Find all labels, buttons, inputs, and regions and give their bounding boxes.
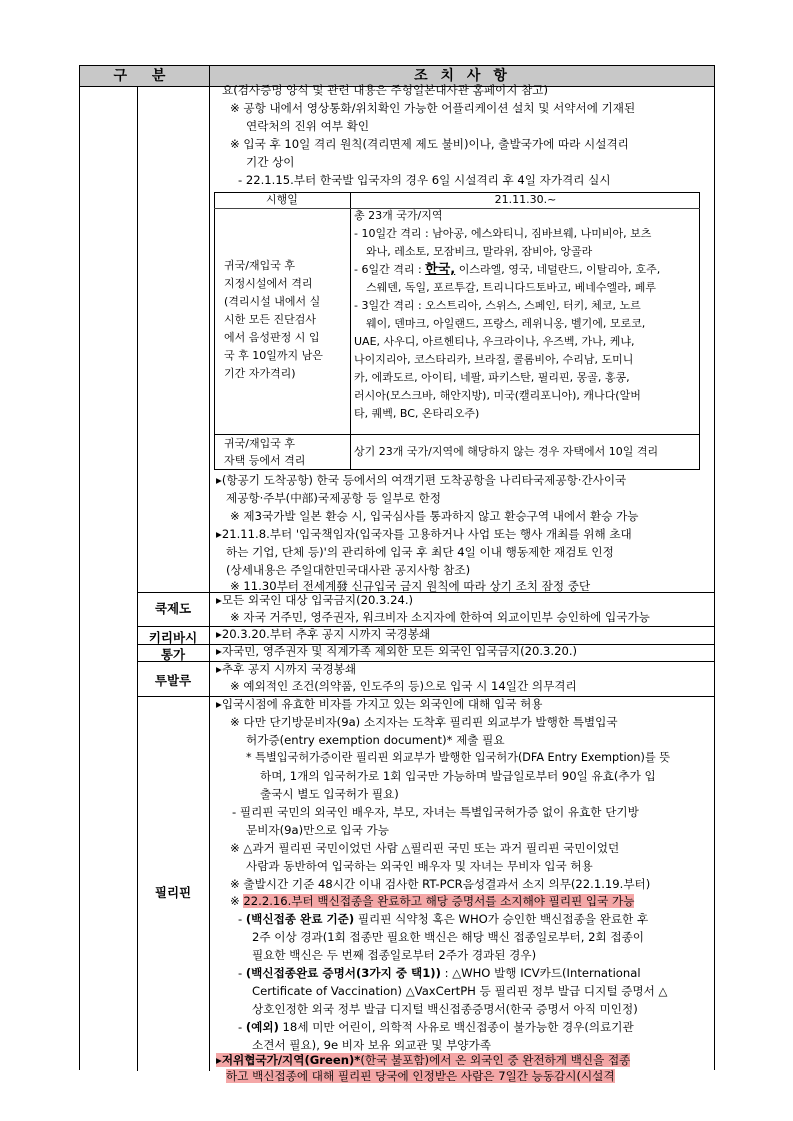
right-line: 카, 에콰도르, 아이티, 네팔, 파키스탄, 필리핀, 몽골, 홍콩, <box>354 371 630 384</box>
text-part: ※ <box>230 894 244 908</box>
right-line: 와나, 레소토, 모잠비크, 말라위, 잠비아, 앙골라 <box>366 245 593 258</box>
text-line: ▸추후 공지 시까지 국경봉쇄 <box>216 662 357 676</box>
inner-header-value: 21.11.30.~ <box>494 193 557 206</box>
text-line: 하며, 1개의 입국허가로 1회 입국만 가능하며 발급일로부터 90일 유효(추가 입 <box>260 769 656 783</box>
text-part: - <box>238 912 246 926</box>
left-label-line: 에서 음성판정 시 입 <box>224 331 320 344</box>
text-line <box>238 911 648 927</box>
right-line-part: - 6일간 격리 : <box>354 263 426 276</box>
left-label-line: 귀국/재입국 후 <box>224 437 295 450</box>
text-line: 필요한 백신은 두 번째 접종일로부터 2주가 경과된 경우) <box>252 948 537 962</box>
text-line: - 필리핀 국민의 외국인 배우자, 부모, 자녀는 특별입국허가증 없이 유효한 단기방 <box>232 805 639 819</box>
text-line: - 22.1.15.부터 한국발 입국자의 경우 6일 시설격리 후 4일 자가격리 실시 <box>238 173 611 187</box>
text-part: - <box>238 966 246 980</box>
text-line: 허가증(entry exemption document)* 제출 필요 <box>246 733 505 747</box>
text-line <box>216 1052 630 1068</box>
text-part: 필리핀 식약청 혹은 WHO가 승인한 백신접종을 완료한 후 <box>354 912 649 926</box>
left-label-line: (격리시설 내에서 실 <box>224 295 321 308</box>
text-line: 소견서 필요), 9e 비자 보유 외교관 및 부양가족 <box>252 1038 491 1052</box>
text-part: 18세 미만 어린이, 의학적 사유로 백신접종이 불가능한 경우(의료기관 <box>278 1020 634 1034</box>
right-line: 상기 23개 국가/지역에 해당하지 않는 경우 자택에서 10일 격리 <box>354 445 659 458</box>
header-category: 구 분 <box>113 68 176 84</box>
text-line: 2주 이상 경과(1회 접종만 필요한 백신은 해당 백신 접종일로부터, 2회 접종이 <box>252 930 644 944</box>
text-part: : △WHO 발행 ICV카드(International <box>440 966 641 980</box>
right-line: 러시아(모스크바, 해안지방), 미국(캘리포니아), 캐나다(알버 <box>354 389 641 402</box>
bold-text: (예외) <box>245 1020 279 1034</box>
highlighted-text: (한국 불포함)에서 온 외국인 중 완전하게 백신을 접종 <box>360 1053 631 1067</box>
text-line: ▸입국시점에 유효한 비자를 가지고 있는 외국인에 대해 입국 허용 <box>216 697 543 711</box>
right-line: 웨이, 덴마크, 아일랜드, 프랑스, 레위니옹, 벨기에, 모로코, <box>366 317 646 330</box>
text-part: - <box>238 1020 246 1034</box>
text-line: 요(검사증명 양식 및 관련 내용은 주헝일본대사관 홈페이지 참고) <box>222 83 549 97</box>
inner-row-divider <box>214 434 700 435</box>
header-measures: 조 치 사 항 <box>209 66 715 86</box>
text-line: ▸20.3.20.부터 추후 공지 시까지 국경봉쇄 <box>216 627 431 641</box>
left-label-line: 시한 모든 진단검사 <box>224 313 317 326</box>
text-line: ▸21.11.8.부터 '입국책임자(입국자를 고용하거나 사업 또는 행사 개최를 위해 초대 <box>216 527 632 541</box>
text-line: Certificate of Vaccination) △VaxCertPH 등 필리핀 정부 발급 디지털 증명서 △ <box>252 984 668 998</box>
text-line: * 특별입국허가증이란 필리핀 외교부가 발행한 입국허가(DFA Entry Exemption)를 뜻 <box>246 751 671 764</box>
text-line <box>238 965 641 981</box>
left-label-line: 귀국/재입국 후 <box>224 259 295 272</box>
text-line: 문비자(9a)만으로 입국 가능 <box>246 823 389 837</box>
country-philippines: 필리핀 <box>154 885 192 900</box>
inner-col-divider <box>350 192 351 470</box>
text-line: ※ 공항 내에서 영상통화/위치확인 가능한 어플리케이션 설치 및 서약서에 기재된 <box>230 101 636 115</box>
right-line: - 3일간 격리 : 오스트리아, 스위스, 스페인, 터키, 체코, 노르 <box>354 299 641 312</box>
text-line: ※ △과거 필리핀 국민이었던 사람 △필리핀 국민 또는 과거 필리핀 국민이었던 <box>230 841 620 855</box>
text-part: ▸ <box>216 1053 222 1067</box>
text-line: ※ 다만 단기방문비자(9a) 소지자는 도착후 필리핀 외교부가 발행한 특별입국 <box>230 715 618 729</box>
korea-highlight: 한국, <box>425 262 456 277</box>
country-kiribati: 키리바시 <box>148 630 198 645</box>
right-line <box>354 262 660 278</box>
text-line: ※ 11.30부터 전세계發 신규입국 금지 원칙에 따라 상기 조치 잠정 중단 <box>230 579 591 593</box>
col-divider-1 <box>137 87 138 1071</box>
text-line: 사람과 동반하여 입국하는 외국인 배우자 및 자녀는 무비자 입국 허용 <box>246 859 593 873</box>
country-cook-islands: 쿡제도 <box>154 601 192 616</box>
col-divider-2 <box>209 87 210 1071</box>
text-line: ▸(항공기 도착공항) 한국 등에서의 여객기편 도착공항을 나리타국제공항·간사이국 <box>216 473 627 487</box>
country-tuvalu: 투발루 <box>154 673 192 688</box>
bold-highlighted-text: 저위협국가/지역(Green)* <box>221 1053 361 1067</box>
text-line: 연락처의 진위 여부 확인 <box>246 119 370 133</box>
text-line <box>226 1068 615 1084</box>
right-line-part: 이스라엘, 영국, 네덜란드, 이탈리아, 호주, <box>455 263 661 276</box>
right-line: 총 23개 국가/지역 <box>354 209 443 222</box>
highlighted-text: 하고 백신접종에 대해 필리핀 당국에 인정받은 사람은 7일간 능동감시(시설격 <box>226 1069 615 1083</box>
text-line: 상호인정한 외국 정부 발급 디지털 백신접종증명서(한국 증명서 아직 미인정) <box>252 1002 638 1016</box>
text-line <box>238 1019 634 1035</box>
text-line <box>230 893 634 909</box>
left-label-line: 기간 자가격리) <box>224 367 296 380</box>
text-line: 하는 기업, 단체 등)'의 관리하에 입국 후 최단 4일 이내 행동제한 재검토 인정 <box>226 545 614 559</box>
text-line: 제공항·주부(中部)국제공항 등 일부로 한정 <box>226 491 441 505</box>
right-line: 나이지리아, 코스타리카, 브라질, 콜롬비아, 수리남, 도미니 <box>354 353 634 366</box>
highlighted-text: 22.2.16.부터 백신접종을 완료하고 해당 증명서를 소지해야 필리핀 입국 가능 <box>243 894 635 908</box>
text-line: ※ 입국 후 10일 격리 원칙(격리면제 제도 불비)이나, 출발국가에 따라 시설격리 <box>230 137 629 151</box>
text-line: 기간 상이 <box>246 155 295 169</box>
text-line: ※ 출발시간 기준 48시간 이내 검사한 RT-PCR음성결과서 소지 의무(22.1.19.부터) <box>230 877 651 891</box>
inner-row-divider <box>214 208 700 209</box>
right-line: 스웨덴, 독일, 포르투갈, 트리니다드토바고, 베네수엘라, 페루 <box>366 281 656 294</box>
right-line: 타, 퀘벡, BC, 온타리오주) <box>354 407 480 420</box>
text-line: ※ 자국 거주민, 영주권자, 워크비자 소지자에 한하여 외교이민부 승인하에 입국가능 <box>230 610 650 624</box>
text-line: ※ 제3국가발 일본 환승 시, 입국심사를 통과하지 않고 환승구역 내에서 환승 가능 <box>230 509 639 523</box>
bold-text: (백신접종 완료 기준) <box>245 912 355 926</box>
text-line: ▸자국민, 영주권자 및 직계가족 제외한 모든 외국인 입국금지(20.3.20.) <box>216 644 578 658</box>
inner-header-date: 시행일 <box>266 193 298 206</box>
quarantine-table <box>214 192 700 470</box>
country-tonga: 통가 <box>160 647 186 662</box>
right-line: - 10일간 격리 : 남아공, 에스와티니, 짐바브웨, 나미비아, 보츠 <box>354 227 652 240</box>
right-line: UAE, 사우디, 아르헨티나, 우크라이나, 우즈벡, 가나, 케냐, <box>354 335 635 348</box>
left-label-line: 지정시설에서 격리 <box>224 277 313 290</box>
text-line: (상세내용은 주일대한민국대사관 공지사항 참조) <box>226 563 471 577</box>
text-line: ▸모든 외국인 대상 입국금지(20.3.24.) <box>216 593 414 607</box>
text-line: ※ 예외적인 조건(의약품, 인도주의 등)으로 입국 시 14일간 의무격리 <box>230 679 577 693</box>
text-line: 출국시 별도 입국허가 필요) <box>260 787 399 801</box>
left-label-line: 국 후 10일까지 남은 <box>224 349 323 362</box>
bold-text: (백신접종완료 증명서(3가지 중 택1)) <box>245 966 441 980</box>
left-label-line: 자택 등에서 격리 <box>224 454 306 467</box>
